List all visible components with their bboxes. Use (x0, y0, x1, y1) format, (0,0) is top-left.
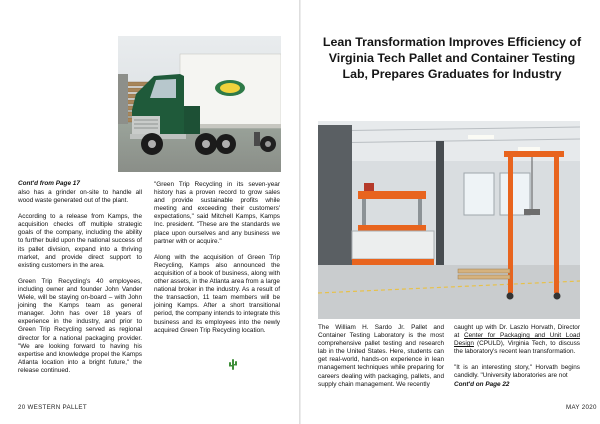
paragraph: Along with the acquisition of Green Trip Recycling, Kamps also announced the acquisition of a book of business, along with other assets, in the Atlanta area from a large national broker in the industry. As a result of the transaction, 11 team members will be joining Kamps. After a short transitional period, the company intends to integrate this business and its employees into the newly acquired Green Trip Recycling location. (154, 253, 280, 334)
paragraph (454, 364, 580, 388)
article-column-1 (18, 189, 142, 383)
truck-photo (118, 36, 281, 172)
paragraph: "Green Trip Recycling in its seven-year history has a proven record to grow sales and provide sustainable profits while meeting and exceeding their customers' expectations," said Mitchell Kamps, Kamps Inc. president. "These are the standards we place upon ourselves and any business we partner with or acquire." (154, 181, 280, 245)
paragraph-text: "It is an interesting story," Horvath begins candidly. "University laboratories are not (454, 364, 580, 380)
paragraph: The William H. Sardo Jr. Pallet and Container Testing Laboratory is the most comprehensive pallet testing and research lab in the United States. Here, students can get real-world, hands-on experience in lean management techniques while preparing for careers dealing with packaging, pallets, and supply chain management. We recently (318, 324, 444, 388)
paragraph-text: (CPULD), Virginia Tech, to discuss the laboratory's recent lean transformation. (454, 340, 580, 356)
truck-illustration (118, 36, 281, 172)
cactus-icon (228, 358, 238, 370)
paragraph (454, 324, 580, 356)
continued-from-label: Cont'd from Page 17 (18, 180, 80, 187)
continued-on-label: Cont'd on Page 22 (454, 380, 510, 388)
paragraph-text: caught up with Dr. Laszlo Horvath, Director at (454, 324, 580, 340)
article-column-2 (154, 181, 280, 343)
lab-illustration (318, 121, 580, 319)
page-folio-left: 20 WESTERN PALLET (18, 404, 87, 411)
cpuld-link[interactable]: Center for Packaging and Unit Load Design (454, 332, 581, 348)
article-column-4 (454, 324, 580, 389)
paragraph: Green Trip Recycling's 40 employees, including owner and founder John Vander Wiele, will be staying on-board – with John joining the Kamps team as general manager. John has over 18 years of experience in the industry, and prior to Green Trip Recycling served as regional director for a national packaging provider. "We are looking forward to having his expertise and knowledge propel the Kamps Atlanta location into a bright future," the release continued. (18, 277, 142, 374)
paragraph: also has a grinder on-site to handle all wood waste generated out of the plant. (18, 189, 142, 205)
paragraph: According to a release from Kamps, the acquisition checks off multiple strategic goals of the company, including the ability to further build upon the national success of its pallet division, expand into a thriving market, and provide direct support to existing customers in the area. (18, 213, 142, 269)
page-folio-right: MAY 2020 (566, 404, 597, 411)
article-column-3 (318, 324, 444, 397)
lab-photo (318, 121, 580, 319)
article-headline: Lean Transformation Improves Efficiency of Virginia Tech Pallet and Container Testing Lab, Prepares Graduates for Industry (322, 35, 582, 82)
